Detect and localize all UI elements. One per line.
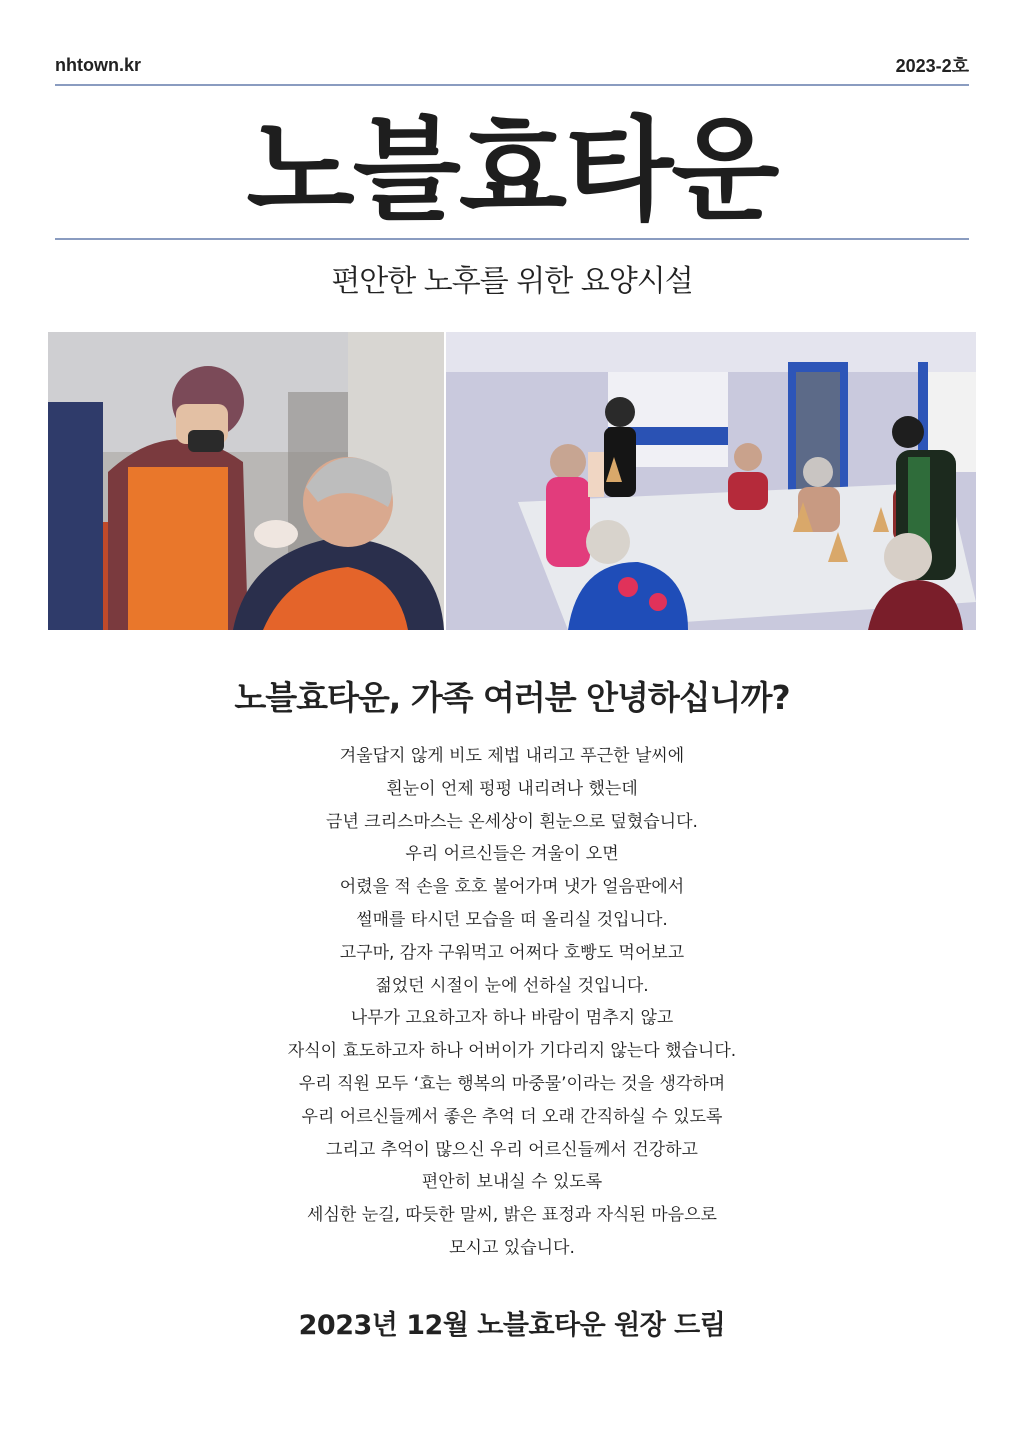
letter-line: 고구마, 감자 구워먹고 어쩌다 호빵도 먹어보고 [339,942,685,963]
letter-line: 우리 어르신들께서 좋은 추억 더 오래 간직하실 수 있도록 [301,1106,723,1127]
masthead-divider [55,238,969,240]
letter-line: 나무가 고요하고자 하나 바람이 멈추지 않고 [350,1008,674,1029]
letter-line: 우리 직원 모두 ‘효는 행복의 마중물’이라는 것을 생각하며 [298,1073,726,1094]
masthead-title: 노블효타운 [246,105,778,236]
letter-line: 금년 크리스마스는 온세상이 흰눈으로 덮혔습니다. [326,811,698,832]
letter-line: 세심한 눈길, 따듯한 말씨, 밝은 표정과 자식된 마음으로 [307,1205,717,1226]
letter-line: 어렸을 적 손을 호호 불어가며 냇가 얼음판에서 [339,877,685,898]
letter-line: 썰매를 타시던 모습을 떠 올리실 것입니다. [356,909,668,930]
site-url[interactable]: nhtown.kr [55,54,141,75]
letter-line: 모시고 있습니다. [449,1237,575,1258]
letter-line: 자식이 효도하고자 하나 어버이가 기다리지 않는다 했습니다. [287,1041,737,1062]
photo-group-activity [446,332,976,630]
letter-greeting: 노블효타운, 가족 여러분 안녕하십니까? [234,678,790,717]
letter-line: 우리 어르신들은 겨울이 오면 [405,844,619,865]
letter-line: 편안히 보내실 수 있도록 [421,1172,603,1193]
letter-line: 겨울답지 않게 비도 제법 내리고 푸근한 날씨에 [339,746,685,766]
issue-number: 2023-2호 [895,56,969,76]
letter-line: 젊었던 시절이 눈에 선하실 것입니다. [375,975,649,996]
letter-line: 흰눈이 언제 펑펑 내리려나 했는데 [386,778,638,799]
photo-strip [48,332,976,630]
masthead-subtitle: 편안한 노후를 위한 요양시설 [331,264,693,299]
top-bar [55,52,969,78]
letter-signature: 2023년 12월 노블효타운 원장 드림 [298,1310,726,1341]
letter-body [0,740,1024,1265]
photo-caregiver-feeding [48,332,444,630]
letter-line: 그리고 추억이 많으신 우리 어르신들께서 건강하고 [326,1139,698,1160]
